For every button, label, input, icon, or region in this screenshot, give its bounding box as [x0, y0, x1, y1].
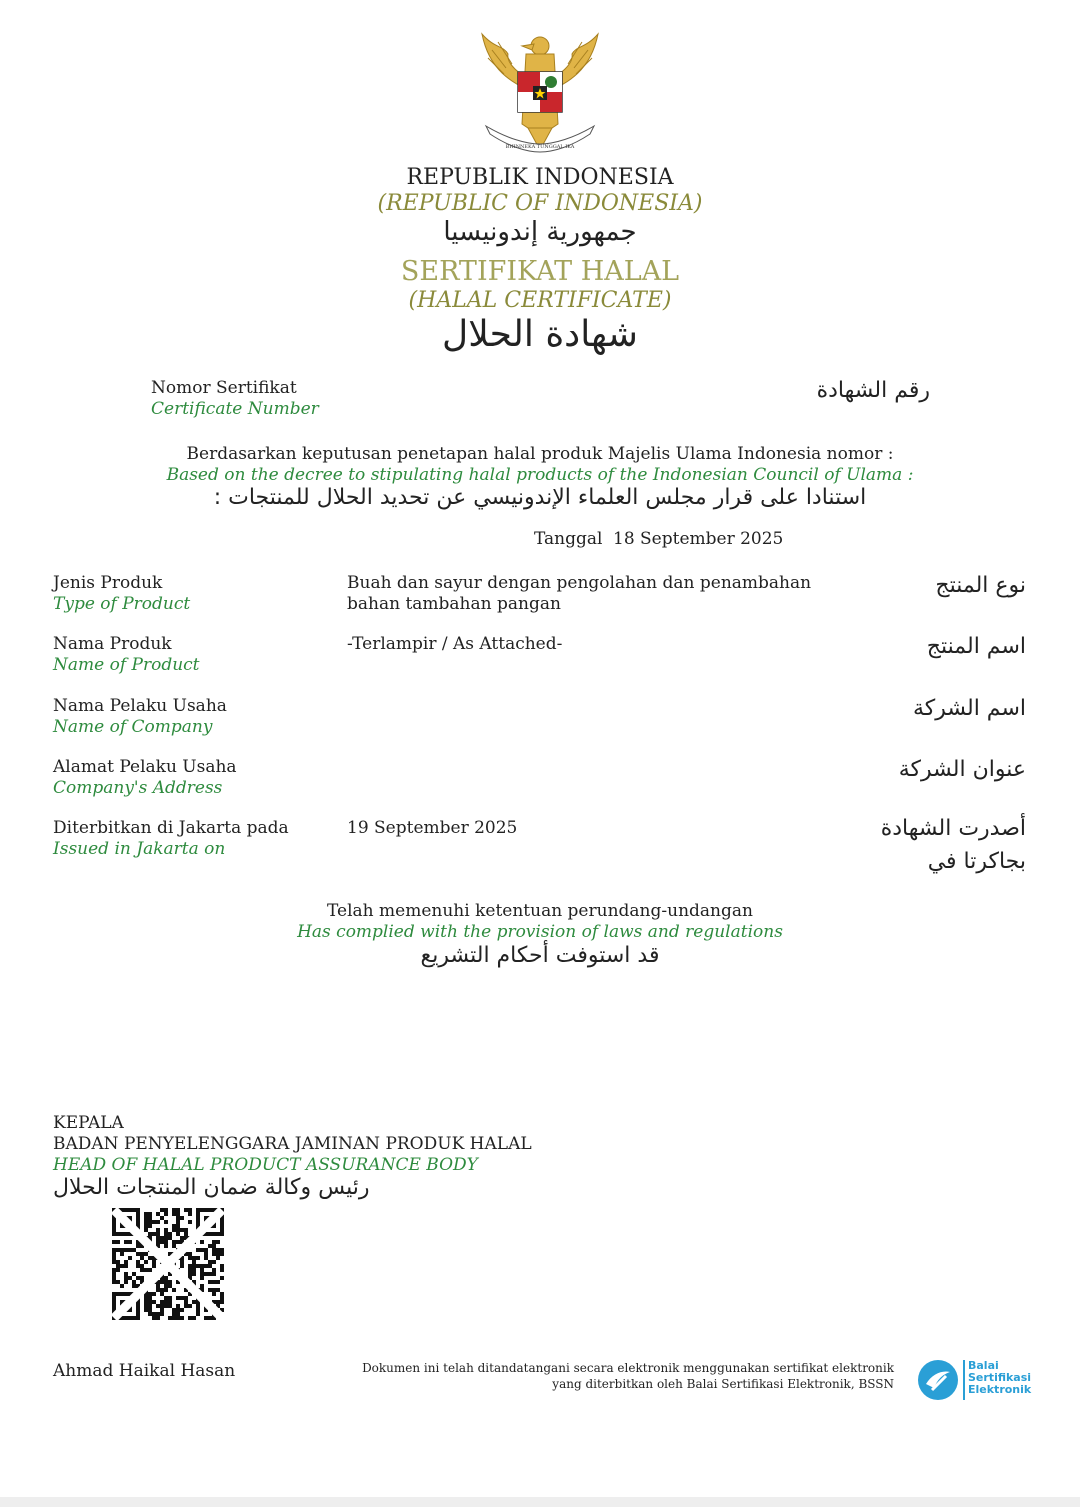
decree-date-label: Tanggal: [534, 529, 603, 549]
garuda-emblem: [476, 24, 604, 158]
issued-label-en: Issued in Jakarta on: [53, 839, 226, 859]
signatory-agency-ar: رئيس وكالة ضمان المنتجات الحلال: [53, 1175, 370, 1200]
qr-code: [112, 1208, 224, 1320]
bsre-text-1: Balai: [968, 1359, 999, 1372]
signatory-agency-en: HEAD OF HALAL PRODUCT ASSURANCE BODY: [53, 1155, 478, 1175]
certificate-title: SERTIFIKAT HALAL: [400, 256, 680, 287]
bsre-logo-icon: [916, 1358, 960, 1402]
product-name-label: Nama Produk: [53, 634, 172, 654]
republic-title-en: (REPUBLIC OF INDONESIA): [377, 191, 703, 216]
decree-text-en: Based on the decree to stipulating halal products of the Indonesian Council of Ulama :: [166, 465, 914, 485]
signatory-title: KEPALA: [53, 1113, 124, 1133]
cert-number-label-en: Certificate Number: [151, 399, 319, 419]
company-address-label-en: Company's Address: [53, 778, 223, 798]
compliance-text: Telah memenuhi ketentuan perundang-undangan: [327, 901, 753, 921]
product-name-label-en: Name of Product: [53, 655, 200, 675]
compliance-text-en: Has complied with the provision of laws and regulations: [297, 922, 783, 942]
product-type-label-en: Type of Product: [53, 594, 191, 614]
certificate-title-en: (HALAL CERTIFICATE): [408, 288, 672, 313]
esign-note-line1: Dokumen ini telah ditandatangani secara elektronik menggunakan sertifikat elektronik: [362, 1361, 894, 1375]
motto-text: BHINNEKA TUNGGAL IKA: [505, 144, 575, 150]
product-name-label-ar: اسم المنتج: [926, 634, 1026, 659]
republic-title: REPUBLIK INDONESIA: [406, 165, 674, 190]
company-name-label-ar: اسم الشركة: [912, 696, 1026, 721]
issued-value: 19 September 2025: [347, 818, 518, 838]
issued-label: Diterbitkan di Jakarta pada: [53, 818, 289, 838]
compliance-text-ar: قد استوفت أحكام التشريع: [420, 943, 660, 968]
qr-code-pattern: [112, 1208, 224, 1320]
signatory-agency: BADAN PENYELENGGARA JAMINAN PRODUK HALAL: [53, 1134, 532, 1154]
product-type-value-line2: bahan tambahan pangan: [347, 594, 561, 614]
decree-date-value: 18 September 2025: [613, 529, 784, 549]
issued-label-ar-line1: أصدرت الشهادة: [880, 816, 1026, 841]
signatory-name: Ahmad Haikal Hasan: [53, 1361, 236, 1381]
company-address-label: Alamat Pelaku Usaha: [53, 757, 237, 777]
company-name-label-en: Name of Company: [53, 717, 213, 737]
product-name-value: -Terlampir / As Attached-: [347, 634, 563, 654]
bsre-logo: [916, 1358, 1036, 1404]
cert-number-label-ar: رقم الشهادة: [816, 378, 930, 403]
company-address-label-ar: عنوان الشركة: [898, 757, 1026, 782]
product-type-value-line1: Buah dan sayur dengan pengolahan dan penambahan: [347, 573, 812, 593]
company-name-label: Nama Pelaku Usaha: [53, 696, 227, 716]
page-edge: [0, 1497, 1080, 1507]
product-type-label: Jenis Produk: [53, 573, 163, 593]
decree-text: Berdasarkan keputusan penetapan halal produk Majelis Ulama Indonesia nomor :: [186, 444, 894, 464]
certificate-title-ar: شهادة الحلال: [442, 314, 638, 355]
bsre-text-3: Elektronik: [968, 1383, 1032, 1396]
product-type-label-ar: نوع المنتج: [935, 573, 1026, 598]
issued-label-ar-line2: بجاكرتا في: [927, 849, 1026, 874]
esign-note-line2: yang diterbitkan oleh Balai Sertifikasi Elektronik, BSSN: [552, 1377, 894, 1391]
bsre-text-2: Sertifikasi: [968, 1371, 1032, 1384]
decree-text-ar: استنادا على قرار مجلس العلماء الإندونيسي عن تحديد الحلال للمنتجات :: [213, 485, 867, 510]
cert-number-label: Nomor Sertifikat: [151, 378, 297, 398]
republic-title-ar: جمهورية إندونيسيا: [443, 217, 637, 247]
